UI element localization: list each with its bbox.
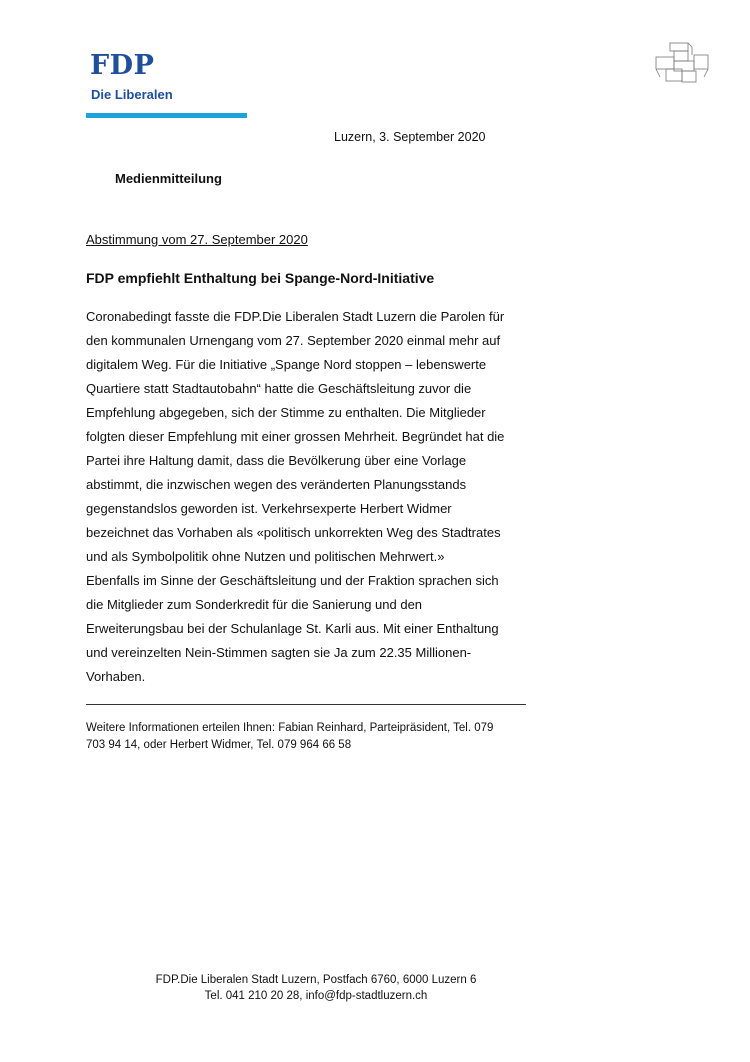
logo-accent-bar xyxy=(86,113,247,118)
body-line: Coronabedingt fasste die FDP.Die Liberalen Stadt Luzern die Parolen für xyxy=(86,309,505,324)
logo-wordmark: FDP xyxy=(90,50,155,81)
body-line: folgten dieser Empfehlung mit einer grossen Mehrheit. Begründet hat die xyxy=(86,429,505,444)
logo-subtitle: Die Liberalen xyxy=(91,87,173,102)
body-line: Erweiterungsbau bei der Schulanlage St. Karli aus. Mit einer Enthaltung xyxy=(86,621,499,636)
contact-line: 703 94 14, oder Herbert Widmer, Tel. 079 964 66 58 xyxy=(86,739,352,751)
footer-contact: Tel. 041 210 20 28, info@fdp-stadtluzern.ch xyxy=(204,990,428,1002)
press-release-headline: FDP empfiehlt Enthaltung bei Spange-Nord-Initiative xyxy=(86,270,435,286)
body-line: Ebenfalls im Sinne der Geschäftsleitung und der Fraktion sprachen sich xyxy=(86,573,499,588)
dateline: Luzern, 3. September 2020 xyxy=(334,130,486,144)
footer-address: FDP.Die Liberalen Stadt Luzern, Postfach 6760, 6000 Luzern 6 xyxy=(155,974,477,986)
body-line: Partei ihre Haltung damit, dass die Bevölkerung über eine Vorlage xyxy=(86,453,467,468)
body-line: die Mitglieder zum Sonderkredit für die Sanierung und den xyxy=(86,597,423,612)
page-footer xyxy=(0,972,632,1004)
contact-line: Weitere Informationen erteilen Ihnen: Fabian Reinhard, Parteipräsident, Tel. 079 xyxy=(86,722,494,734)
body-line: abstimmt, die inzwischen wegen des veränderten Planungsstands xyxy=(86,477,467,492)
body-line: gegenstandslos geworden ist. Verkehrsexperte Herbert Widmer xyxy=(86,501,452,516)
separator-line xyxy=(86,704,526,705)
body-line: bezeichnet das Vorhaben als «politisch unkorrekten Weg des Stadtrates xyxy=(86,525,501,540)
body-line: und als Symbolpolitik ohne Nutzen und politischen Mehrwert.» xyxy=(86,549,445,564)
body-line: und vereinzelten Nein-Stimmen sagten sie Ja zum 22.35 Millionen- xyxy=(86,645,472,660)
contact-info xyxy=(86,720,556,754)
body-line: Quartiere statt Stadtautobahn“ hatte die Geschäftsleitung zuvor die xyxy=(86,381,472,396)
press-release-body xyxy=(86,305,556,689)
lucerne-city-emblem-icon xyxy=(654,42,710,84)
document-type-label: Medienmitteilung xyxy=(115,171,222,186)
body-line: Vorhaben. xyxy=(86,669,146,684)
vote-date-heading: Abstimmung vom 27. September 2020 xyxy=(86,232,308,247)
body-line: den kommunalen Urnengang vom 27. September 2020 einmal mehr auf xyxy=(86,333,501,348)
body-line: digitalem Weg. Für die Initiative „Spange Nord stoppen – lebenswerte xyxy=(86,357,487,372)
body-line: Empfehlung abgegeben, sich der Stimme zu enthalten. Die Mitglieder xyxy=(86,405,486,420)
